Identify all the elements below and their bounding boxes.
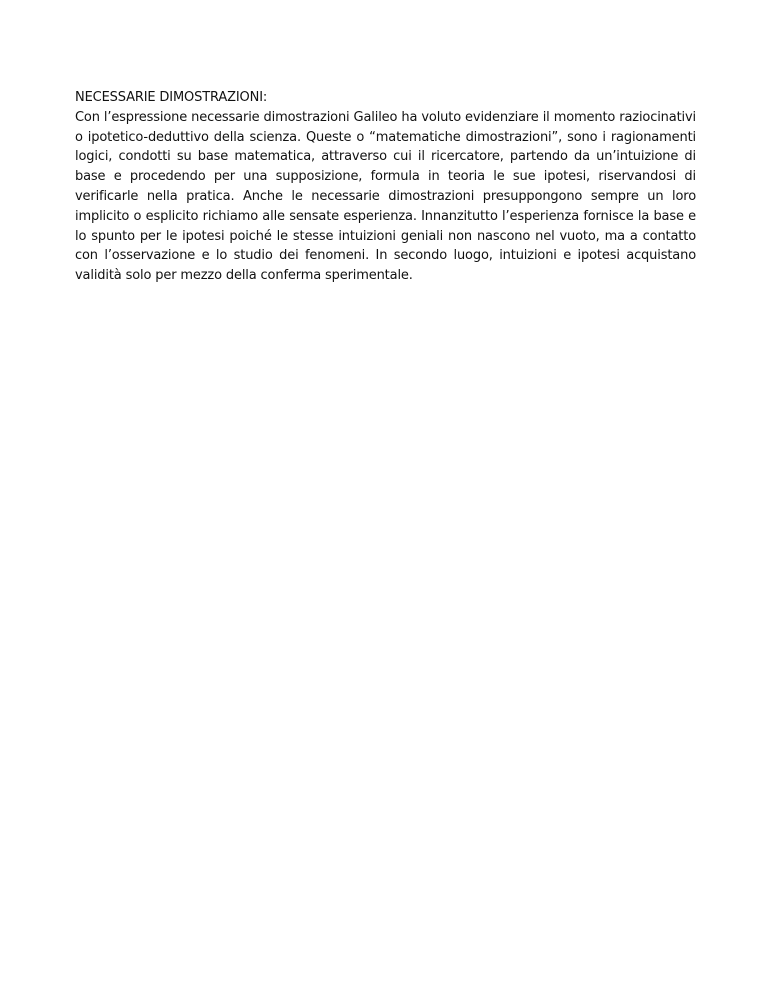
text-block [75,88,696,286]
document-heading: NECESSARIE DIMOSTRAZIONI: [75,90,268,105]
document-paragraph: Con l’espressione necessarie dimostrazioni Galileo ha voluto evidenziare il momento raziocinativi o ipotetico-deduttivo della scienza. Queste o “matematiche dimostrazioni”, sono i ragionamenti logici, condotti su base matematica, attraverso cui il ricercatore, partendo da un’intuizione di base e procedendo per una supposizione, formula in teoria le sue ipotesi, riservandosi di verificarle nella pratica. Anche le necessarie dimostrazioni presuppongono sempre un loro implicito o esplicito richiamo alle sensate esperienza. Innanzitutto l’esperienza fornisce la base e lo spunto per le ipotesi poiché le stesse intuizioni geniali non nascono nel vuoto, ma a contatto con l’osservazione e lo studio dei fenomeni. In secondo luogo, intuizioni e ipotesi acquistano validità solo per mezzo della conferma sperimentale. [75,109,696,284]
